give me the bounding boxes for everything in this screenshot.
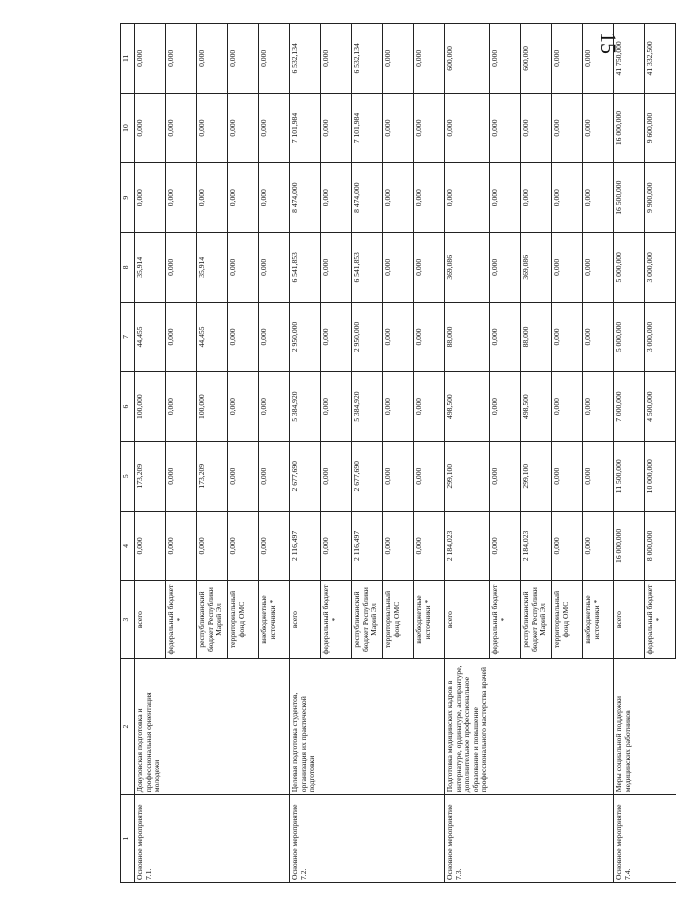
- budget-table: [120, 23, 676, 883]
- value-cell: 0,000: [228, 441, 259, 511]
- value-cell: 0,000: [583, 372, 614, 442]
- value-cell: 9 600,000: [645, 93, 676, 163]
- value-cell: 4 500,000: [645, 372, 676, 442]
- measure-cell: [583, 795, 614, 883]
- measure-name-cell: Целевая подготовка студентов, организация их практической подготовки: [290, 658, 321, 794]
- measure-name-cell: Меры социальной поддержки медицинских работников: [614, 658, 645, 794]
- value-cell: 0,000: [259, 163, 290, 233]
- value-cell: 16 500,000: [614, 163, 645, 233]
- header-cell: 8: [121, 233, 135, 303]
- value-cell: 498,500: [445, 372, 490, 442]
- measure-cell: [166, 795, 197, 883]
- value-cell: 0,000: [383, 163, 414, 233]
- table-row: [552, 24, 583, 883]
- value-cell: 0,000: [583, 93, 614, 163]
- funding-source-cell: республиканский бюджет Республики Марий Эл: [197, 581, 228, 659]
- funding-source-cell: территориальный фонд ОМС: [228, 581, 259, 659]
- rotated-table-container: [120, 23, 663, 883]
- measure-name-cell: [583, 658, 614, 794]
- value-cell: 0,000: [414, 302, 445, 372]
- value-cell: 6 532,134: [290, 24, 321, 94]
- measure-name-cell: [166, 658, 197, 794]
- measure-cell: Основное мероприятие 7.2.: [290, 795, 321, 883]
- value-cell: 2 184,023: [521, 511, 552, 581]
- header-cell: 10: [121, 93, 135, 163]
- value-cell: 0,000: [583, 24, 614, 94]
- value-cell: 2 950,000: [290, 302, 321, 372]
- value-cell: 6 532,134: [352, 24, 383, 94]
- value-cell: 498,500: [521, 372, 552, 442]
- value-cell: 0,000: [321, 302, 352, 372]
- header-cell: 5: [121, 441, 135, 511]
- value-cell: 0,000: [583, 302, 614, 372]
- value-cell: 0,000: [383, 511, 414, 581]
- value-cell: 173,209: [197, 441, 228, 511]
- funding-source-cell: внебюджетные источники *: [583, 581, 614, 659]
- value-cell: 11 500,000: [614, 441, 645, 511]
- header-cell: 9: [121, 163, 135, 233]
- value-cell: 0,000: [197, 511, 228, 581]
- value-cell: 0,000: [259, 302, 290, 372]
- value-cell: 2 116,497: [290, 511, 321, 581]
- value-cell: 2 950,000: [352, 302, 383, 372]
- funding-source-cell: всего: [290, 581, 321, 659]
- value-cell: 8 000,000: [645, 511, 676, 581]
- value-cell: 0,000: [445, 93, 490, 163]
- value-cell: 7 101,984: [290, 93, 321, 163]
- value-cell: 0,000: [521, 93, 552, 163]
- measure-cell: [552, 795, 583, 883]
- value-cell: 6 541,853: [290, 233, 321, 303]
- value-cell: 600,000: [521, 24, 552, 94]
- value-cell: 100,000: [135, 372, 166, 442]
- value-cell: 0,000: [583, 511, 614, 581]
- value-cell: 0,000: [445, 163, 490, 233]
- value-cell: 0,000: [490, 372, 521, 442]
- measure-name-cell: [228, 658, 259, 794]
- value-cell: 0,000: [259, 93, 290, 163]
- measure-cell: Основное мероприятие 7.1.: [135, 795, 166, 883]
- table-row: [290, 24, 321, 883]
- table-row: [383, 24, 414, 883]
- funding-source-cell: территориальный фонд ОМС: [552, 581, 583, 659]
- value-cell: 0,000: [321, 511, 352, 581]
- table-row: [352, 24, 383, 883]
- measure-name-cell: [414, 658, 445, 794]
- table-row: [414, 24, 445, 883]
- page-number: 15: [596, 32, 621, 54]
- value-cell: 6 541,853: [352, 233, 383, 303]
- value-cell: 0,000: [228, 511, 259, 581]
- funding-source-cell: федеральный бюджет *: [166, 581, 197, 659]
- header-cell: 1: [121, 795, 135, 883]
- value-cell: 0,000: [166, 93, 197, 163]
- value-cell: 7 000,000: [614, 372, 645, 442]
- value-cell: 0,000: [490, 93, 521, 163]
- funding-source-cell: республиканский бюджет Республики Марий Эл: [521, 581, 552, 659]
- table-row: [228, 24, 259, 883]
- funding-source-cell: республиканский бюджет Республики Марий Эл: [352, 581, 383, 659]
- value-cell: 0,000: [259, 233, 290, 303]
- value-cell: 173,209: [135, 441, 166, 511]
- header-cell: 2: [121, 658, 135, 794]
- funding-source-cell: федеральный бюджет *: [645, 581, 676, 659]
- measure-name-cell: [490, 658, 521, 794]
- value-cell: 0,000: [197, 163, 228, 233]
- value-cell: 0,000: [321, 163, 352, 233]
- table-row: [197, 24, 228, 883]
- value-cell: 9 900,000: [645, 163, 676, 233]
- header-cell: 4: [121, 511, 135, 581]
- value-cell: 88,000: [445, 302, 490, 372]
- value-cell: 0,000: [383, 441, 414, 511]
- value-cell: 0,000: [583, 233, 614, 303]
- value-cell: 2 184,023: [445, 511, 490, 581]
- value-cell: 5 384,920: [352, 372, 383, 442]
- value-cell: 0,000: [490, 302, 521, 372]
- header-cell: 7: [121, 302, 135, 372]
- value-cell: 0,000: [321, 93, 352, 163]
- value-cell: 0,000: [490, 24, 521, 94]
- funding-source-cell: федеральный бюджет *: [321, 581, 352, 659]
- table-row: [321, 24, 352, 883]
- value-cell: 10 000,000: [645, 441, 676, 511]
- table-row: [645, 24, 676, 883]
- value-cell: 0,000: [135, 163, 166, 233]
- value-cell: 0,000: [414, 163, 445, 233]
- value-cell: 35,914: [197, 233, 228, 303]
- measure-cell: [228, 795, 259, 883]
- value-cell: 2 677,690: [352, 441, 383, 511]
- value-cell: 0,000: [414, 372, 445, 442]
- measure-name-cell: [552, 658, 583, 794]
- value-cell: 0,000: [414, 24, 445, 94]
- measure-name-cell: [259, 658, 290, 794]
- value-cell: 2 677,690: [290, 441, 321, 511]
- value-cell: 100,000: [197, 372, 228, 442]
- value-cell: 299,100: [445, 441, 490, 511]
- value-cell: 3 000,000: [645, 233, 676, 303]
- table-header-row: [121, 24, 135, 883]
- value-cell: 0,000: [228, 372, 259, 442]
- value-cell: 0,000: [228, 93, 259, 163]
- funding-source-cell: всего: [135, 581, 166, 659]
- funding-source-cell: территориальный фонд ОМС: [383, 581, 414, 659]
- table-row: [135, 24, 166, 883]
- value-cell: 7 101,984: [352, 93, 383, 163]
- value-cell: 35,914: [135, 233, 166, 303]
- value-cell: 44,455: [135, 302, 166, 372]
- measure-name-cell: [645, 658, 676, 794]
- value-cell: 0,000: [490, 233, 521, 303]
- table-row: [614, 24, 645, 883]
- value-cell: 0,000: [414, 93, 445, 163]
- table-row: [445, 24, 490, 883]
- value-cell: 0,000: [166, 24, 197, 94]
- value-cell: 0,000: [521, 163, 552, 233]
- value-cell: 0,000: [166, 163, 197, 233]
- value-cell: 600,000: [445, 24, 490, 94]
- value-cell: 0,000: [414, 233, 445, 303]
- value-cell: 0,000: [321, 24, 352, 94]
- value-cell: 0,000: [197, 93, 228, 163]
- value-cell: 0,000: [552, 441, 583, 511]
- table-row: [166, 24, 197, 883]
- value-cell: 0,000: [552, 302, 583, 372]
- measure-cell: [197, 795, 228, 883]
- value-cell: 0,000: [552, 163, 583, 233]
- value-cell: 0,000: [259, 372, 290, 442]
- value-cell: 16 000,000: [614, 511, 645, 581]
- value-cell: 16 000,000: [614, 93, 645, 163]
- value-cell: 0,000: [135, 511, 166, 581]
- value-cell: 0,000: [166, 441, 197, 511]
- measure-cell: [490, 795, 521, 883]
- value-cell: 0,000: [490, 163, 521, 233]
- value-cell: 0,000: [383, 372, 414, 442]
- value-cell: 88,000: [521, 302, 552, 372]
- measure-name-cell: [521, 658, 552, 794]
- value-cell: 0,000: [166, 511, 197, 581]
- value-cell: 41 750,000: [614, 24, 645, 94]
- measure-cell: [383, 795, 414, 883]
- table-body: [135, 24, 676, 883]
- value-cell: 3 000,000: [645, 302, 676, 372]
- header-cell: 11: [121, 24, 135, 94]
- measure-name-cell: [321, 658, 352, 794]
- funding-source-cell: внебюджетные источники *: [414, 581, 445, 659]
- value-cell: 44,455: [197, 302, 228, 372]
- value-cell: 0,000: [259, 511, 290, 581]
- measure-name-cell: Подготовка медицинских кадров в интернатуре, ординатуре, аспирантуре, дополнительное профессиональное образование и повышение профессионального мастерства врачей: [445, 658, 490, 794]
- value-cell: 0,000: [583, 441, 614, 511]
- value-cell: 0,000: [321, 372, 352, 442]
- value-cell: 0,000: [583, 163, 614, 233]
- value-cell: 0,000: [552, 233, 583, 303]
- measure-name-cell: [197, 658, 228, 794]
- value-cell: 0,000: [166, 233, 197, 303]
- measure-name-cell: [352, 658, 383, 794]
- value-cell: 8 474,000: [290, 163, 321, 233]
- value-cell: 0,000: [490, 441, 521, 511]
- header-cell: 6: [121, 372, 135, 442]
- funding-source-cell: федеральный бюджет *: [490, 581, 521, 659]
- value-cell: 0,000: [228, 24, 259, 94]
- funding-source-cell: всего: [614, 581, 645, 659]
- table-row: [490, 24, 521, 883]
- value-cell: 0,000: [552, 511, 583, 581]
- measure-cell: [645, 795, 676, 883]
- measure-cell: [321, 795, 352, 883]
- table-row: [521, 24, 552, 883]
- value-cell: 5 000,000: [614, 302, 645, 372]
- value-cell: 0,000: [259, 24, 290, 94]
- value-cell: 0,000: [383, 93, 414, 163]
- funding-source-cell: всего: [445, 581, 490, 659]
- value-cell: 0,000: [166, 372, 197, 442]
- measure-cell: Основное мероприятие 7.3.: [445, 795, 490, 883]
- value-cell: 0,000: [259, 441, 290, 511]
- header-cell: 3: [121, 581, 135, 659]
- value-cell: 369,086: [521, 233, 552, 303]
- value-cell: 0,000: [321, 233, 352, 303]
- measure-cell: [521, 795, 552, 883]
- table-row: [583, 24, 614, 883]
- value-cell: 0,000: [552, 93, 583, 163]
- measure-cell: [259, 795, 290, 883]
- value-cell: 5 384,920: [290, 372, 321, 442]
- value-cell: 41 332,500: [645, 24, 676, 94]
- value-cell: 0,000: [414, 441, 445, 511]
- value-cell: 0,000: [552, 24, 583, 94]
- value-cell: 0,000: [228, 302, 259, 372]
- measure-cell: Основное мероприятие 7.4.: [614, 795, 645, 883]
- value-cell: 0,000: [228, 233, 259, 303]
- value-cell: 0,000: [135, 93, 166, 163]
- value-cell: 0,000: [383, 233, 414, 303]
- value-cell: 8 474,000: [352, 163, 383, 233]
- measure-name-cell: [383, 658, 414, 794]
- measure-name-cell: Довузовская подготовка и профессиональная ориентация молодежи: [135, 658, 166, 794]
- measure-cell: [414, 795, 445, 883]
- value-cell: 0,000: [166, 302, 197, 372]
- value-cell: 0,000: [490, 511, 521, 581]
- funding-source-cell: внебюджетные источники *: [259, 581, 290, 659]
- measure-cell: [352, 795, 383, 883]
- value-cell: 369,086: [445, 233, 490, 303]
- value-cell: 2 116,497: [352, 511, 383, 581]
- value-cell: 0,000: [135, 24, 166, 94]
- value-cell: 5 000,000: [614, 233, 645, 303]
- value-cell: 0,000: [321, 441, 352, 511]
- value-cell: 299,100: [521, 441, 552, 511]
- value-cell: 0,000: [228, 163, 259, 233]
- value-cell: 0,000: [383, 24, 414, 94]
- value-cell: 0,000: [414, 511, 445, 581]
- table-row: [259, 24, 290, 883]
- value-cell: 0,000: [197, 24, 228, 94]
- value-cell: 0,000: [383, 302, 414, 372]
- value-cell: 0,000: [552, 372, 583, 442]
